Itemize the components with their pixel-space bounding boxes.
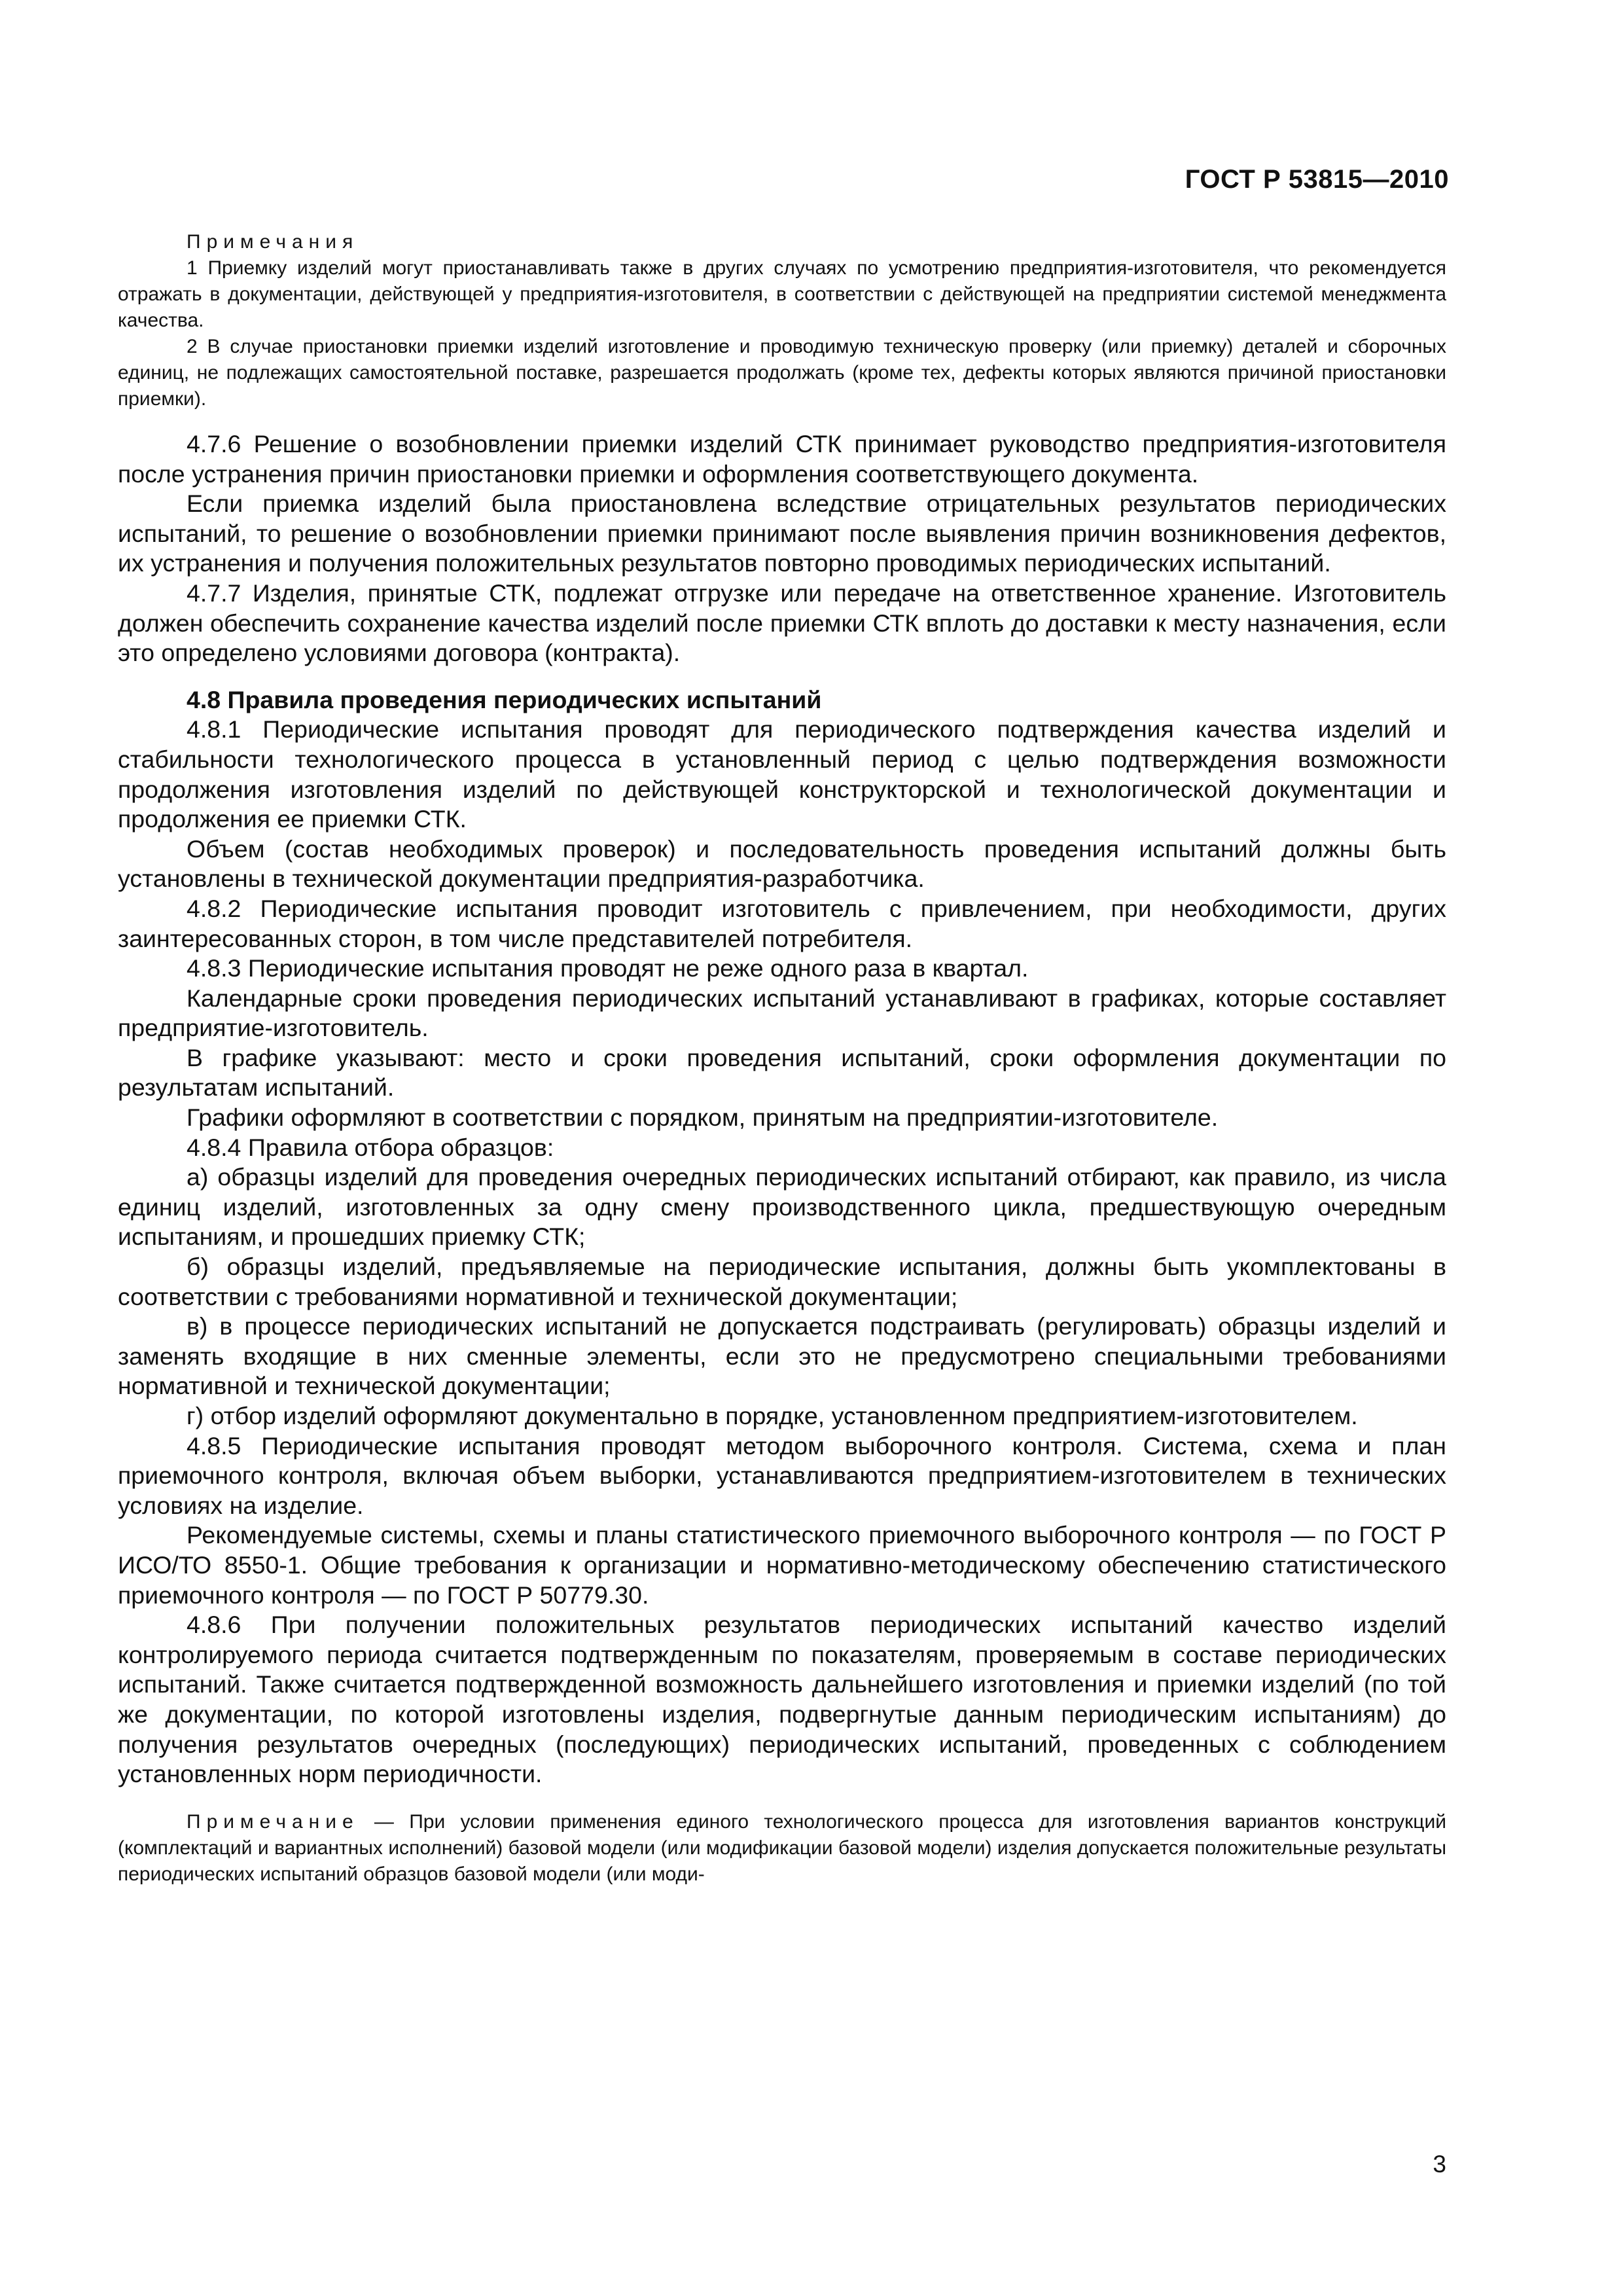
clause-4-7-6-continuation: Если приемка изделий была приостановлена вследствие отрицательных результатов периодических испытаний, то решение о возобновлении приемки принимают после выявления причин возникновения дефектов, их устранения и получения положительных результатов повторно проводимых периодических испытаний. xyxy=(118,490,1446,577)
clause-4-8-2: 4.8.2 Периодические испытания проводит изготовитель с привлечением, при необходимости, других заинтересованных сторон, в том числе представителей потребителя. xyxy=(118,894,1446,952)
clause-4-8-3-schedule-content: В графике указывают: место и сроки проведения испытаний, сроки оформления документации по результатам испытаний. xyxy=(118,1043,1446,1102)
final-note-text: — При условии применения единого технологического процесса для изготовления вариантов конструкций (комплектаций и вариантных исполнений) базовой модели (или модификации базовой модели) изделия допускается положительные результаты периодических испытаний образцов базовой модели (или моди- xyxy=(118,1810,1446,1885)
clause-4-8-3-schedule-format: Графики оформляют в соответствии с порядком, принятым на предприятии-изготовителе. xyxy=(187,1103,1219,1132)
document-code: ГОСТ Р 53815—2010 xyxy=(1185,165,1449,194)
clause-4-8-3-schedule: Календарные сроки проведения периодических испытаний устанавливают в графиках, которые составляет предприятие-изготовитель. xyxy=(118,984,1446,1042)
clause-4-8-5-references: Рекомендуемые системы, схемы и планы статистического приемочного выборочного контроля — по ГОСТ Р ИСО/ТО 8550-1. Общие требования к организации и нормативно-методическому обеспечению статистического приемочного контроля — по ГОСТ Р 50779.30. xyxy=(118,1521,1446,1609)
final-note xyxy=(118,1809,1446,1888)
note-item-1: 1 Приемку изделий могут приостанавливать также в других случаях по усмотрению предприятия-изготовителя, что рекомендуется отражать в документации, действующей у предприятия-изготовителя, в соответствии с действующей на предприятии системой менеджмента качества. xyxy=(118,257,1446,331)
clause-4-8-6: 4.8.6 При получении положительных результатов периодических испытаний качество изделий контролируемого периода считается подтвержденным по показателям, проверяемым в составе периодических испытаний. Также считается подтвержденной возможность дальнейшего изготовления и приемки изделий (по той же документации, по которой изготовлены изделия, подвергнутые данным периодическим испытаниям) до получения результатов очередных (последующих) периодических испытаний, проведенных с соблюдением установленных норм периодичности. xyxy=(118,1611,1446,1788)
spacer xyxy=(118,668,1446,685)
clause-4-8-1: 4.8.1 Периодические испытания проводят для периодического подтверждения качества изделий и стабильности технологического процесса в установленный период с целью подтверждения возможности продолжения изготовления изделий по действующей конструкторской и технологической документации и продолжения ее приемки СТК. xyxy=(118,715,1446,833)
notes-heading: Примечания xyxy=(187,231,359,253)
section-4-8-title: 4.8 Правила проведения периодических испытаний xyxy=(187,685,822,713)
spacer xyxy=(118,1789,1446,1809)
note-item-2: 2 В случае приостановки приемки изделий изготовление и проводимую техническую проверку (или приемку) деталей и сборочных единиц, не подлежащих самостоятельной поставке, разрешается продолжать (кроме тех, дефекты которых являются причиной приостановки приемки). xyxy=(118,336,1446,410)
clause-4-8-1-scope: Объем (состав необходимых проверок) и последовательность проведения испытаний должны быть установлены в технической документации предприятия-разработчика. xyxy=(118,834,1446,893)
clause-4-8-3: 4.8.3 Периодические испытания проводят не реже одного раза в квартал. xyxy=(187,954,1029,982)
clause-4-8-4: 4.8.4 Правила отбора образцов: xyxy=(187,1133,554,1161)
clause-4-7-6: 4.7.6 Решение о возобновлении приемки изделий СТК принимает руководство предприятия-изготовителя после устранения причин приостановки приемки и оформления соответствующего документа. xyxy=(118,430,1446,488)
spacer xyxy=(118,412,1446,429)
clause-4-7-7: 4.7.7 Изделия, принятые СТК, подлежат отгрузке или передаче на ответственное хранение. Изготовитель должен обеспечить сохранение качества изделий после приемки СТК вплоть до доставки к месту назначения, если это определено условиями договора (контракта). xyxy=(118,579,1446,667)
page-content xyxy=(118,229,1446,1888)
clause-4-8-4-item-g: г) отбор изделий оформляют документально в порядке, установленном предприятием-изготовителем. xyxy=(187,1402,1358,1429)
final-note-label: Примечание xyxy=(187,1810,359,1833)
clause-4-8-5: 4.8.5 Периодические испытания проводят методом выборочного контроля. Система, схема и план приемочного контроля, включая объем выборки, устанавливаются предприятием-изготовителем в технических условиях на изделие. xyxy=(118,1431,1446,1519)
clause-4-8-4-item-a: а) образцы изделий для проведения очередных периодических испытаний отбирают, как правило, из числа единиц изделий, изготовленных за одну смену производственного цикла, предшествующую очередным испытаниям, и прошедших приемку СТК; xyxy=(118,1163,1446,1251)
clause-4-8-4-item-v: в) в процессе периодических испытаний не допускается подстраивать (регулировать) образцы изделий и заменять входящие в них сменные элементы, если это не предусмотрено специальными требованиями нормативной и технической документации; xyxy=(118,1312,1446,1400)
page-number: 3 xyxy=(1433,2151,1446,2178)
clause-4-8-4-item-b: б) образцы изделий, предъявляемые на периодические испытания, должны быть укомплектованы в соответствии с требованиями нормативной и технической документации; xyxy=(118,1253,1446,1310)
